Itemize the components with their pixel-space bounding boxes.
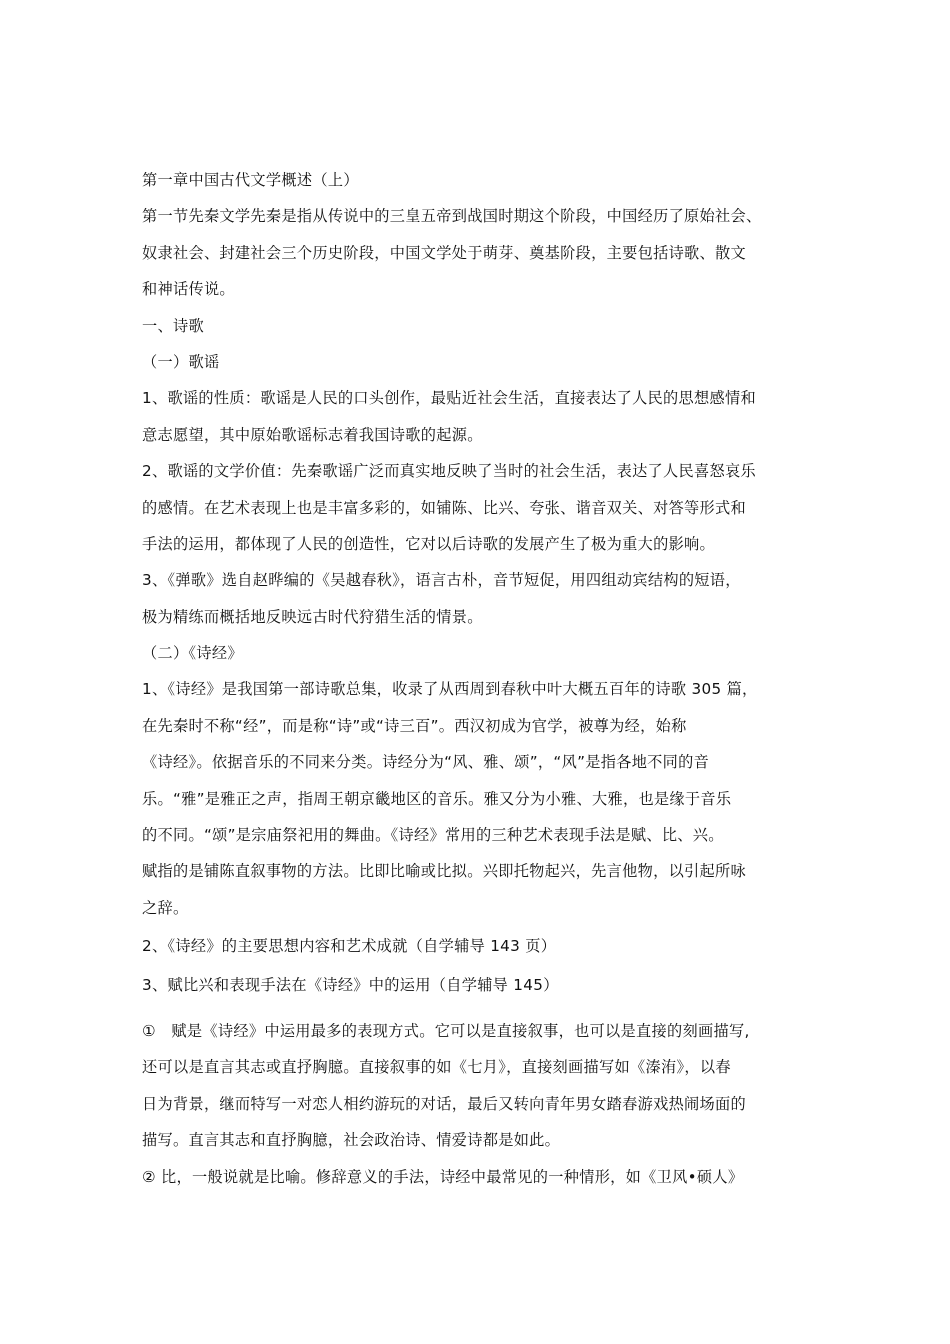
text-line: 的感情。在艺术表现上也是丰富多彩的，如铺陈、比兴、夸张、谐音双关、对答等形式和: [142, 498, 747, 517]
text-line: 2、歌谣的文学价值：先秦歌谣广泛而真实地反映了当时的社会生活，表达了人民喜怒哀乐: [142, 462, 756, 481]
document-body: [142, 162, 822, 1195]
text-line: 还可以是直言其志或直抒胸臆。直接叙事的如《七月》，直接刻画描写如《溱洧》，以春: [142, 1058, 731, 1077]
text-line: 之辞。: [142, 898, 189, 917]
text-line: 2、《诗经》的主要思想内容和艺术成就（自学辅导 143 页）: [142, 937, 557, 956]
text-line: 和神话传说。: [142, 280, 235, 299]
text-line: ② 比，一般说就是比喻。修辞意义的手法，诗经中最常见的一种情形，如《卫风•硕人》: [142, 1167, 744, 1186]
text-line: 第一节先秦文学先秦是指从传说中的三皇五帝到战国时期这个阶段，中国经历了原始社会、: [142, 207, 762, 226]
text-line: 在先秦时不称“经”，而是称“诗”或“诗三百”。西汉初成为官学，被尊为经，始称: [142, 716, 687, 735]
text-line: 《诗经》。依据音乐的不同来分类。诗经分为“风、雅、颂”，“风”是指各地不同的音: [142, 753, 710, 772]
text-line: 1、《诗经》是我国第一部诗歌总集，收录了从西周到春秋中叶大概五百年的诗歌 305 篇，: [142, 680, 758, 699]
text-line: 3、赋比兴和表现手法在《诗经》中的运用（自学辅导 145）: [142, 975, 559, 994]
chapter-title: 第一章中国古代文学概述（上）: [142, 171, 359, 189]
subsection-heading: （一）歌谣: [142, 352, 220, 371]
text-line: 1、歌谣的性质：歌谣是人民的口头创作，最贴近社会生活，直接表达了人民的思想感情和: [142, 389, 756, 408]
text-line: ① 赋是《诗经》中运用最多的表现方式。它可以是直接叙事，也可以是直接的刻画描写,: [142, 1021, 750, 1040]
text-line: 描写。直言其志和直抒胸臆，社会政治诗、情爱诗都是如此。: [142, 1131, 561, 1150]
text-line: 乐。“雅”是雅正之声，指周王朝京畿地区的音乐。雅又分为小雅、大雅，也是缘于音乐: [142, 789, 732, 808]
text-line: 意志愿望，其中原始歌谣标志着我国诗歌的起源。: [142, 425, 483, 444]
text-line: 的不同。“颂”是宗庙祭祀用的舞曲。《诗经》常用的三种艺术表现手法是赋、比、兴。: [142, 826, 724, 845]
text-line: 奴隶社会、封建社会三个历史阶段，中国文学处于萌芽、奠基阶段，主要包括诗歌、散文: [142, 243, 747, 262]
subsection-heading: （二）《诗经》: [142, 644, 243, 663]
text-line: 3、《弹歌》选自赵晔编的《吴越春秋》，语言古朴，音节短促，用四组动宾结构的短语，: [142, 571, 741, 590]
text-line: 极为精练而概括地反映远古时代狩猎生活的情景。: [142, 607, 483, 626]
text-line: 日为背景，继而特写一对恋人相约游玩的对话，最后又转向青年男女踏春游戏热闹场面的: [142, 1094, 747, 1113]
section-heading: 一、诗歌: [142, 316, 204, 335]
text-line: 赋指的是铺陈直叙事物的方法。比即比喻或比拟。兴即托物起兴，先言他物，以引起所咏: [142, 862, 747, 881]
text-line: 手法的运用，都体现了人民的创造性，它对以后诗歌的发展产生了极为重大的影响。: [142, 534, 716, 553]
